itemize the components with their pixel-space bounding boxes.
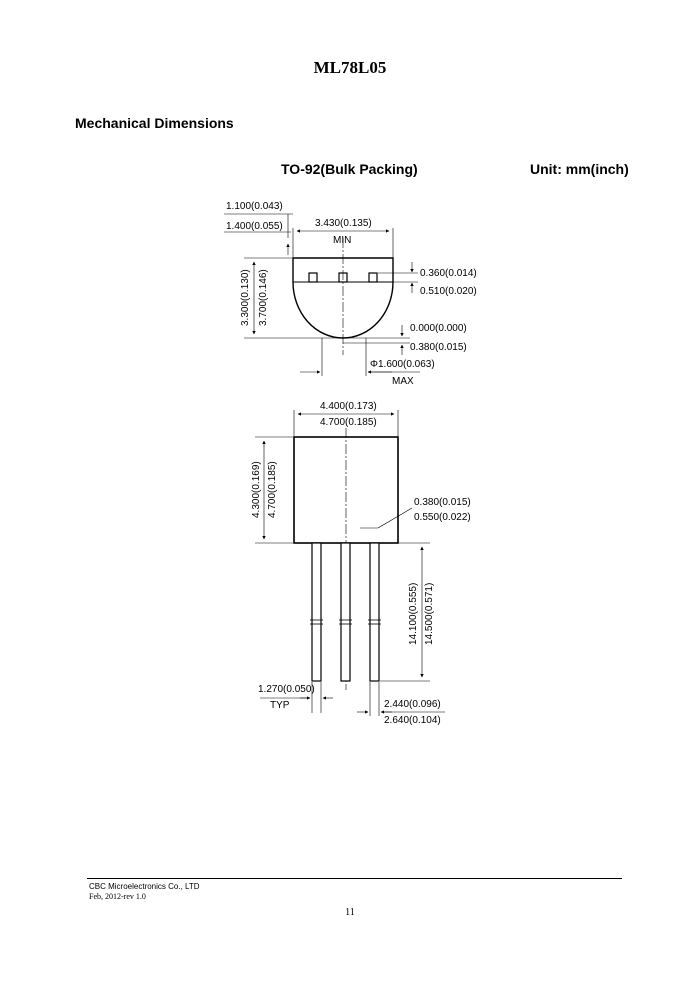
dim-label: 4.300(0.169) [251,461,262,518]
dim-label: 1.100(0.043) [226,201,283,212]
dim-label: 3.300(0.130) [240,269,251,326]
dim-label: 2.440(0.096) [384,699,441,710]
dim-label: 0.000(0.000) [410,323,467,334]
top-view [224,214,420,376]
dim-label: 4.400(0.173) [320,401,377,412]
dim-label: 1.270(0.050) [258,684,315,695]
dim-label: 0.510(0.020) [420,286,477,297]
dim-label: 14.500(0.571) [424,582,435,645]
footer-rule [87,878,622,879]
document-title: ML78L05 [313,58,387,77]
dim-label: 1.400(0.055) [226,221,283,232]
front-view [255,410,445,716]
unit-label: Unit: mm(inch) [530,161,629,177]
dim-label: 0.550(0.022) [414,512,471,523]
dim-label: 0.380(0.015) [414,497,471,508]
dim-label: 3.430(0.135) [315,218,372,229]
dim-label: Φ1.600(0.063) [370,359,435,370]
footer-revision: Feb, 2012-rev 1.0 [89,892,146,901]
section-heading: Mechanical Dimensions [75,115,234,131]
dim-label: 3.700(0.146) [258,269,269,326]
page-number: 11 [345,907,355,918]
dim-note: MIN [333,235,352,246]
footer-company: CBC Microelectronics Co., LTD [89,882,200,891]
dim-note: MAX [392,376,414,387]
dim-label: 4.700(0.185) [267,461,278,518]
package-title: TO-92(Bulk Packing) [281,161,418,177]
dim-label: 14.100(0.555) [408,582,419,645]
dim-label: 2.640(0.104) [384,715,441,726]
dim-label: 0.380(0.015) [410,342,467,353]
dim-label: 0.360(0.014) [420,268,477,279]
dim-note: TYP [270,700,290,711]
dim-label: 4.700(0.185) [320,417,377,428]
